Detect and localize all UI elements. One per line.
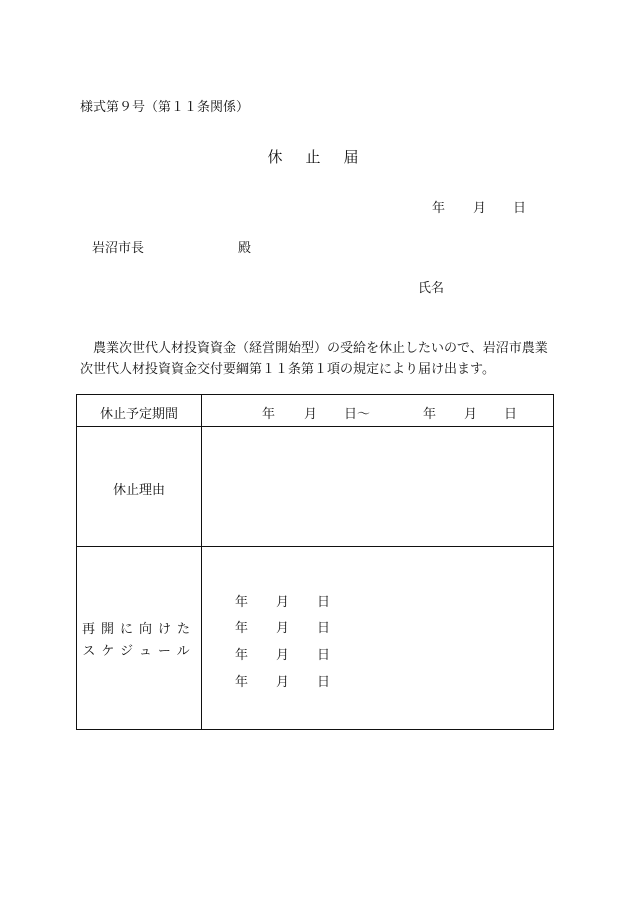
period-to-year: 年 xyxy=(423,407,437,422)
applicant-name-label: 氏名 xyxy=(418,281,445,296)
schedule-row-4-day: 日 xyxy=(317,675,331,690)
schedule-row-3-month: 月 xyxy=(276,648,290,663)
table-row-divider xyxy=(77,546,553,547)
period-from-day: 日〜 xyxy=(344,407,371,422)
schedule-row-2-month: 月 xyxy=(276,621,290,636)
period-from-month: 月 xyxy=(304,407,318,422)
document-title: 休 止 届 xyxy=(267,148,363,166)
schedule-row-1-day: 日 xyxy=(317,595,331,610)
schedule-label-line1: 再開に向けた xyxy=(81,622,196,637)
date-year-label: 年 xyxy=(432,201,446,216)
addressee: 岩沼市長 xyxy=(92,241,145,256)
form-table xyxy=(76,394,554,730)
table-row-divider xyxy=(77,426,553,427)
schedule-row-2-year: 年 xyxy=(235,621,249,636)
date-day-label: 日 xyxy=(513,201,527,216)
date-month-label: 月 xyxy=(473,201,487,216)
reason-label: 休止理由 xyxy=(112,483,165,498)
schedule-row-1-year: 年 xyxy=(235,595,249,610)
schedule-row-3-day: 日 xyxy=(317,648,331,663)
body-text: 農業次世代人材投資資金（経営開始型）の受給を休止したいので、岩沼市農業次世代人材投資資金交付要綱第１１条第１項の規定により届け出ます。 xyxy=(80,341,548,377)
period-label: 休止予定期間 xyxy=(99,407,178,422)
period-from-year: 年 xyxy=(262,407,276,422)
honorific: 殿 xyxy=(238,241,252,256)
schedule-row-4-month: 月 xyxy=(276,675,290,690)
schedule-row-4-year: 年 xyxy=(235,675,249,690)
schedule-row-3-year: 年 xyxy=(235,648,249,663)
form-number: 様式第９号（第１１条関係） xyxy=(80,100,250,115)
period-to-day: 日 xyxy=(504,407,518,422)
period-to-month: 月 xyxy=(464,407,478,422)
schedule-row-2-day: 日 xyxy=(317,621,331,636)
schedule-label-line2: スケジュール xyxy=(82,644,196,659)
table-column-divider xyxy=(201,395,202,729)
schedule-row-1-month: 月 xyxy=(276,595,290,610)
